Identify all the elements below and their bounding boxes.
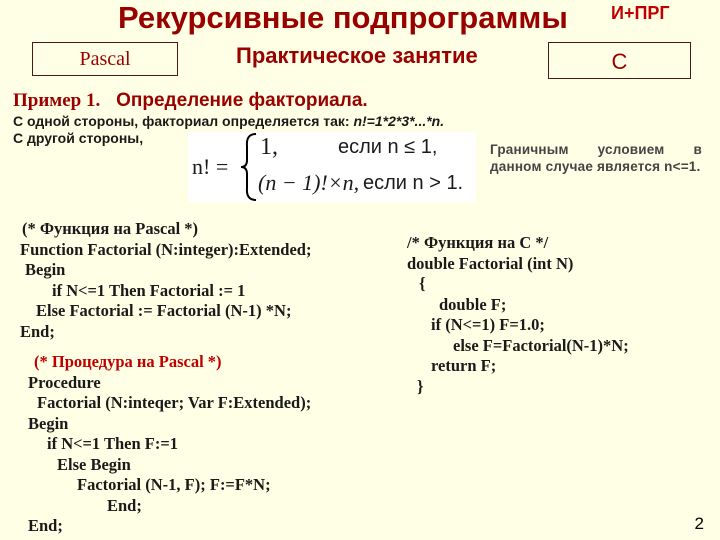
code-line: return F; [431,356,497,375]
example-title: Определение факториала. [116,90,368,111]
course-label: И+ПРГ [611,3,670,23]
pascal-procedure-code [28,352,311,537]
formula-case2-cond: если n > 1. [363,172,464,194]
code-line: if N<=1 Then Factorial := 1 [52,280,246,300]
code-line: double F; [439,294,507,314]
code-line: End; [20,321,55,341]
code-line: Else Factorial := Factorial (N-1) *N; [36,301,292,320]
code-line: Function Factorial (N:integer):Extended; [20,239,312,259]
definition-formula: n!=1*2*3*...*n. [353,113,445,129]
pascal-function-code [22,219,311,342]
code-line: double Factorial (int N) [407,253,574,273]
pascal-language-box: Pascal [32,42,178,76]
slide-subtitle: Практическое занятие [236,43,478,68]
code-line: Else Begin [57,454,131,474]
c-function-code [407,233,629,397]
code-line: End; [107,495,142,515]
definition-line-2: С другой стороны, [13,130,144,146]
factorial-formula [188,132,476,202]
code-line: Begin [25,260,66,279]
formula-case2-expr: (n − 1)!×n, [258,170,360,195]
formula-case1-expr: 1, [260,134,278,160]
code-comment: (* Функция на Pascal *) [22,219,199,238]
code-line: Factorial (N-1, F); F:=F*N; [77,475,271,494]
definition-text: С одной стороны, факториал определяется так: [13,113,354,129]
code-line: } [417,376,424,396]
definition-line-1 [13,113,444,129]
formula-lhs: n! = [192,154,229,179]
boundary-condition-note: Граничным условием в данном случае является n<=1. [490,142,702,174]
code-line: if N<=1 Then F:=1 [47,434,179,453]
code-line: else F=Factorial(N-1)*N; [453,335,629,355]
slide-title: Рекурсивные подпрограммы [118,0,568,35]
page-number: 2 [694,514,704,533]
code-line: Begin [28,413,69,433]
code-line: { [419,274,426,293]
code-line: End; [28,516,63,535]
code-line: Factorial (N:inteqer; Var F:Extended); [37,393,312,412]
code-line: if (N<=1) F=1.0; [431,315,545,334]
code-comment: (* Процедура на Pascal *) [34,352,222,371]
c-language-box: C [548,42,691,79]
code-comment: /* Функция на С */ [407,233,549,252]
code-line: Procedure [28,372,101,392]
formula-case1-cond: если n ≤ 1, [338,136,438,158]
example-number: Пример 1. [13,90,101,111]
example-heading [13,90,368,112]
